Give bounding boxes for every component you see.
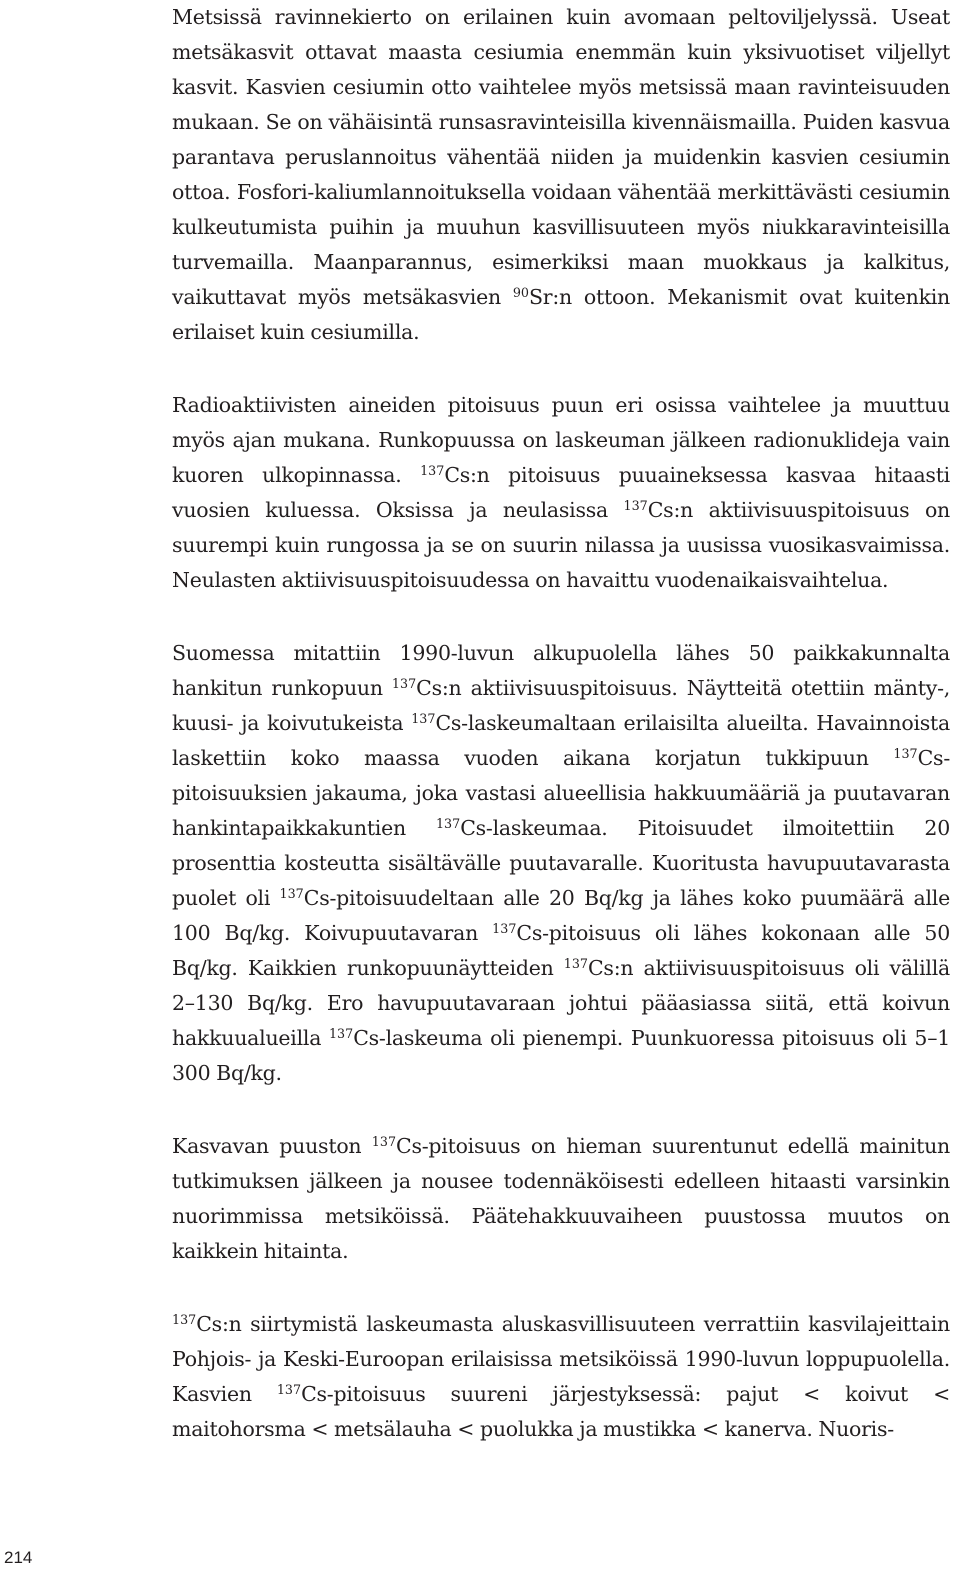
isotope-mass-number: 137	[172, 1312, 197, 1328]
text-run: Sr:n ottoon. Mekanismit ovat kuitenkin erilaiset kuin cesiumilla.	[172, 285, 951, 344]
isotope-mass-number: 137	[328, 1026, 354, 1042]
isotope-mass-number: 137	[279, 886, 304, 902]
paragraph-2	[172, 388, 950, 598]
text-run: Cs:n pitoisuus puuaineksessa kasvaa hitaasti vuosien kuluessa. Oksissa ja neulasissa	[172, 463, 950, 522]
text-run: Metsissä ravinnekierto on erilainen kuin avomaan peltoviljelyssä. Useat metsäkasvit ottavat maasta cesiumia enemmän kuin yksivuotiset viljellyt kasvit. Kasvien cesiumin otto vaihtelee myös metsissä maan ravinteisuuden mukaan. Se on vähäisintä runsasravinteisilla kivennäismailla. Puiden kasvua parantava peruslannoitus vähentää niiden ja muidenkin kasvien cesiumin ottoa. Fosfori-kaliumlannoituksella voidaan vähentää merkittävästi cesiumin kulkeutumista puihin ja muuhun kasvillisuuteen myös niukkaravinteisilla turvemailla. Maanparannus, esimerkiksi maan muokkaus ja kalkitus, vaikuttavat myös metsäkasvien	[172, 5, 950, 309]
isotope-mass-number: 137	[893, 746, 918, 762]
text-run: Cs-pitoisuuksien jakauma, joka vastasi alueellisia hakkuumääriä ja puutavaran hankintapaikkakuntien	[172, 746, 950, 840]
text-run: Cs-laskeuma oli pienempi. Puunkuoressa pitoisuus oli 5–1 300 Bq/kg.	[172, 1026, 950, 1085]
text-run: Cs-pitoisuudeltaan alle 20 Bq/kg ja lähes koko puumäärä alle 100 Bq/kg. Koivupuutavaran	[172, 886, 950, 945]
isotope-mass-number: 90	[512, 285, 530, 301]
text-run: Cs:n aktiivisuuspitoisuus oli välillä 2–130 Bq/kg. Ero havupuutavaraan johtui pääasiassa siitä, että koivun hakkuualueilla	[172, 956, 950, 1050]
text-run: Kasvavan puuston	[172, 1134, 372, 1158]
text-run: Cs-pitoisuus on hieman suurentunut edellä mainitun tutkimuksen jälkeen ja nousee todennäköisesti edelleen hitaasti varsinkin nuorimmissa metsiköissä. Päätehakkuuvaiheen puustossa muutos on kaikkein hitainta.	[172, 1134, 951, 1263]
isotope-mass-number: 137	[391, 676, 417, 692]
text-run: Cs:n aktiivisuuspitoisuus. Näytteitä otettiin mänty-, kuusi- ja koivutukeista	[172, 676, 951, 735]
text-run: Cs-pitoisuus oli lähes kokonaan alle 50 Bq/kg. Kaikkien runkopuunäytteiden	[172, 921, 950, 980]
text-run: Radioaktiivisten aineiden pitoisuus puun eri osissa vaihtelee ja muuttuu myös ajan mukana. Runkopuussa on laskeuman jälkeen radionuklideja vain kuoren ulkopinnassa.	[172, 393, 950, 487]
isotope-mass-number: 137	[623, 498, 648, 514]
paragraph-5	[172, 1307, 950, 1447]
paragraph-1	[172, 0, 950, 350]
text-run: Cs-pitoisuus suureni järjestyksessä: pajut < koivut < maitohorsma < metsälauha < puolukka ja mustikka < kanerva. Nuoris-	[172, 1382, 950, 1441]
text-run: Suomessa mitattiin 1990-luvun alkupuolella lähes 50 paikkakunnalta hankitun runkopuun	[172, 641, 950, 700]
document-page	[172, 0, 950, 1485]
isotope-mass-number: 137	[420, 463, 445, 479]
isotope-mass-number: 137	[435, 816, 461, 832]
isotope-mass-number: 137	[563, 956, 588, 972]
isotope-mass-number: 137	[411, 711, 436, 727]
text-run: Cs-laskeumaa. Pitoisuudet ilmoitettiin 20 prosenttia kosteutta sisältävälle puutavaralle. Kuoritusta havupuutavarasta puolet oli	[172, 816, 950, 910]
text-run: Cs:n siirtymistä laskeumasta aluskasvillisuuteen verrattiin kasvilajeittain Pohjois- ja Keski-Euroopan erilaisissa metsiköissä 1990-luvun loppupuolella. Kasvien	[172, 1312, 950, 1406]
text-run: Cs:n aktiivisuuspitoisuus on suurempi kuin rungossa ja se on suurin nilassa ja uusissa vuosikasvaimissa. Neulasten aktiivisuuspitoisuudessa on havaittu vuodenaikaisvaihtelua.	[172, 498, 950, 592]
paragraph-3	[172, 636, 950, 1091]
isotope-mass-number: 137	[276, 1382, 302, 1398]
isotope-mass-number: 137	[492, 921, 517, 937]
text-run: Cs-laskeumaltaan erilaisilta alueilta. Havainnoista laskettiin koko maassa vuoden aikana korjatun tukkipuun	[172, 711, 950, 770]
isotope-mass-number: 137	[371, 1134, 397, 1150]
page-number: 214	[4, 1548, 33, 1567]
paragraph-4	[172, 1129, 950, 1269]
